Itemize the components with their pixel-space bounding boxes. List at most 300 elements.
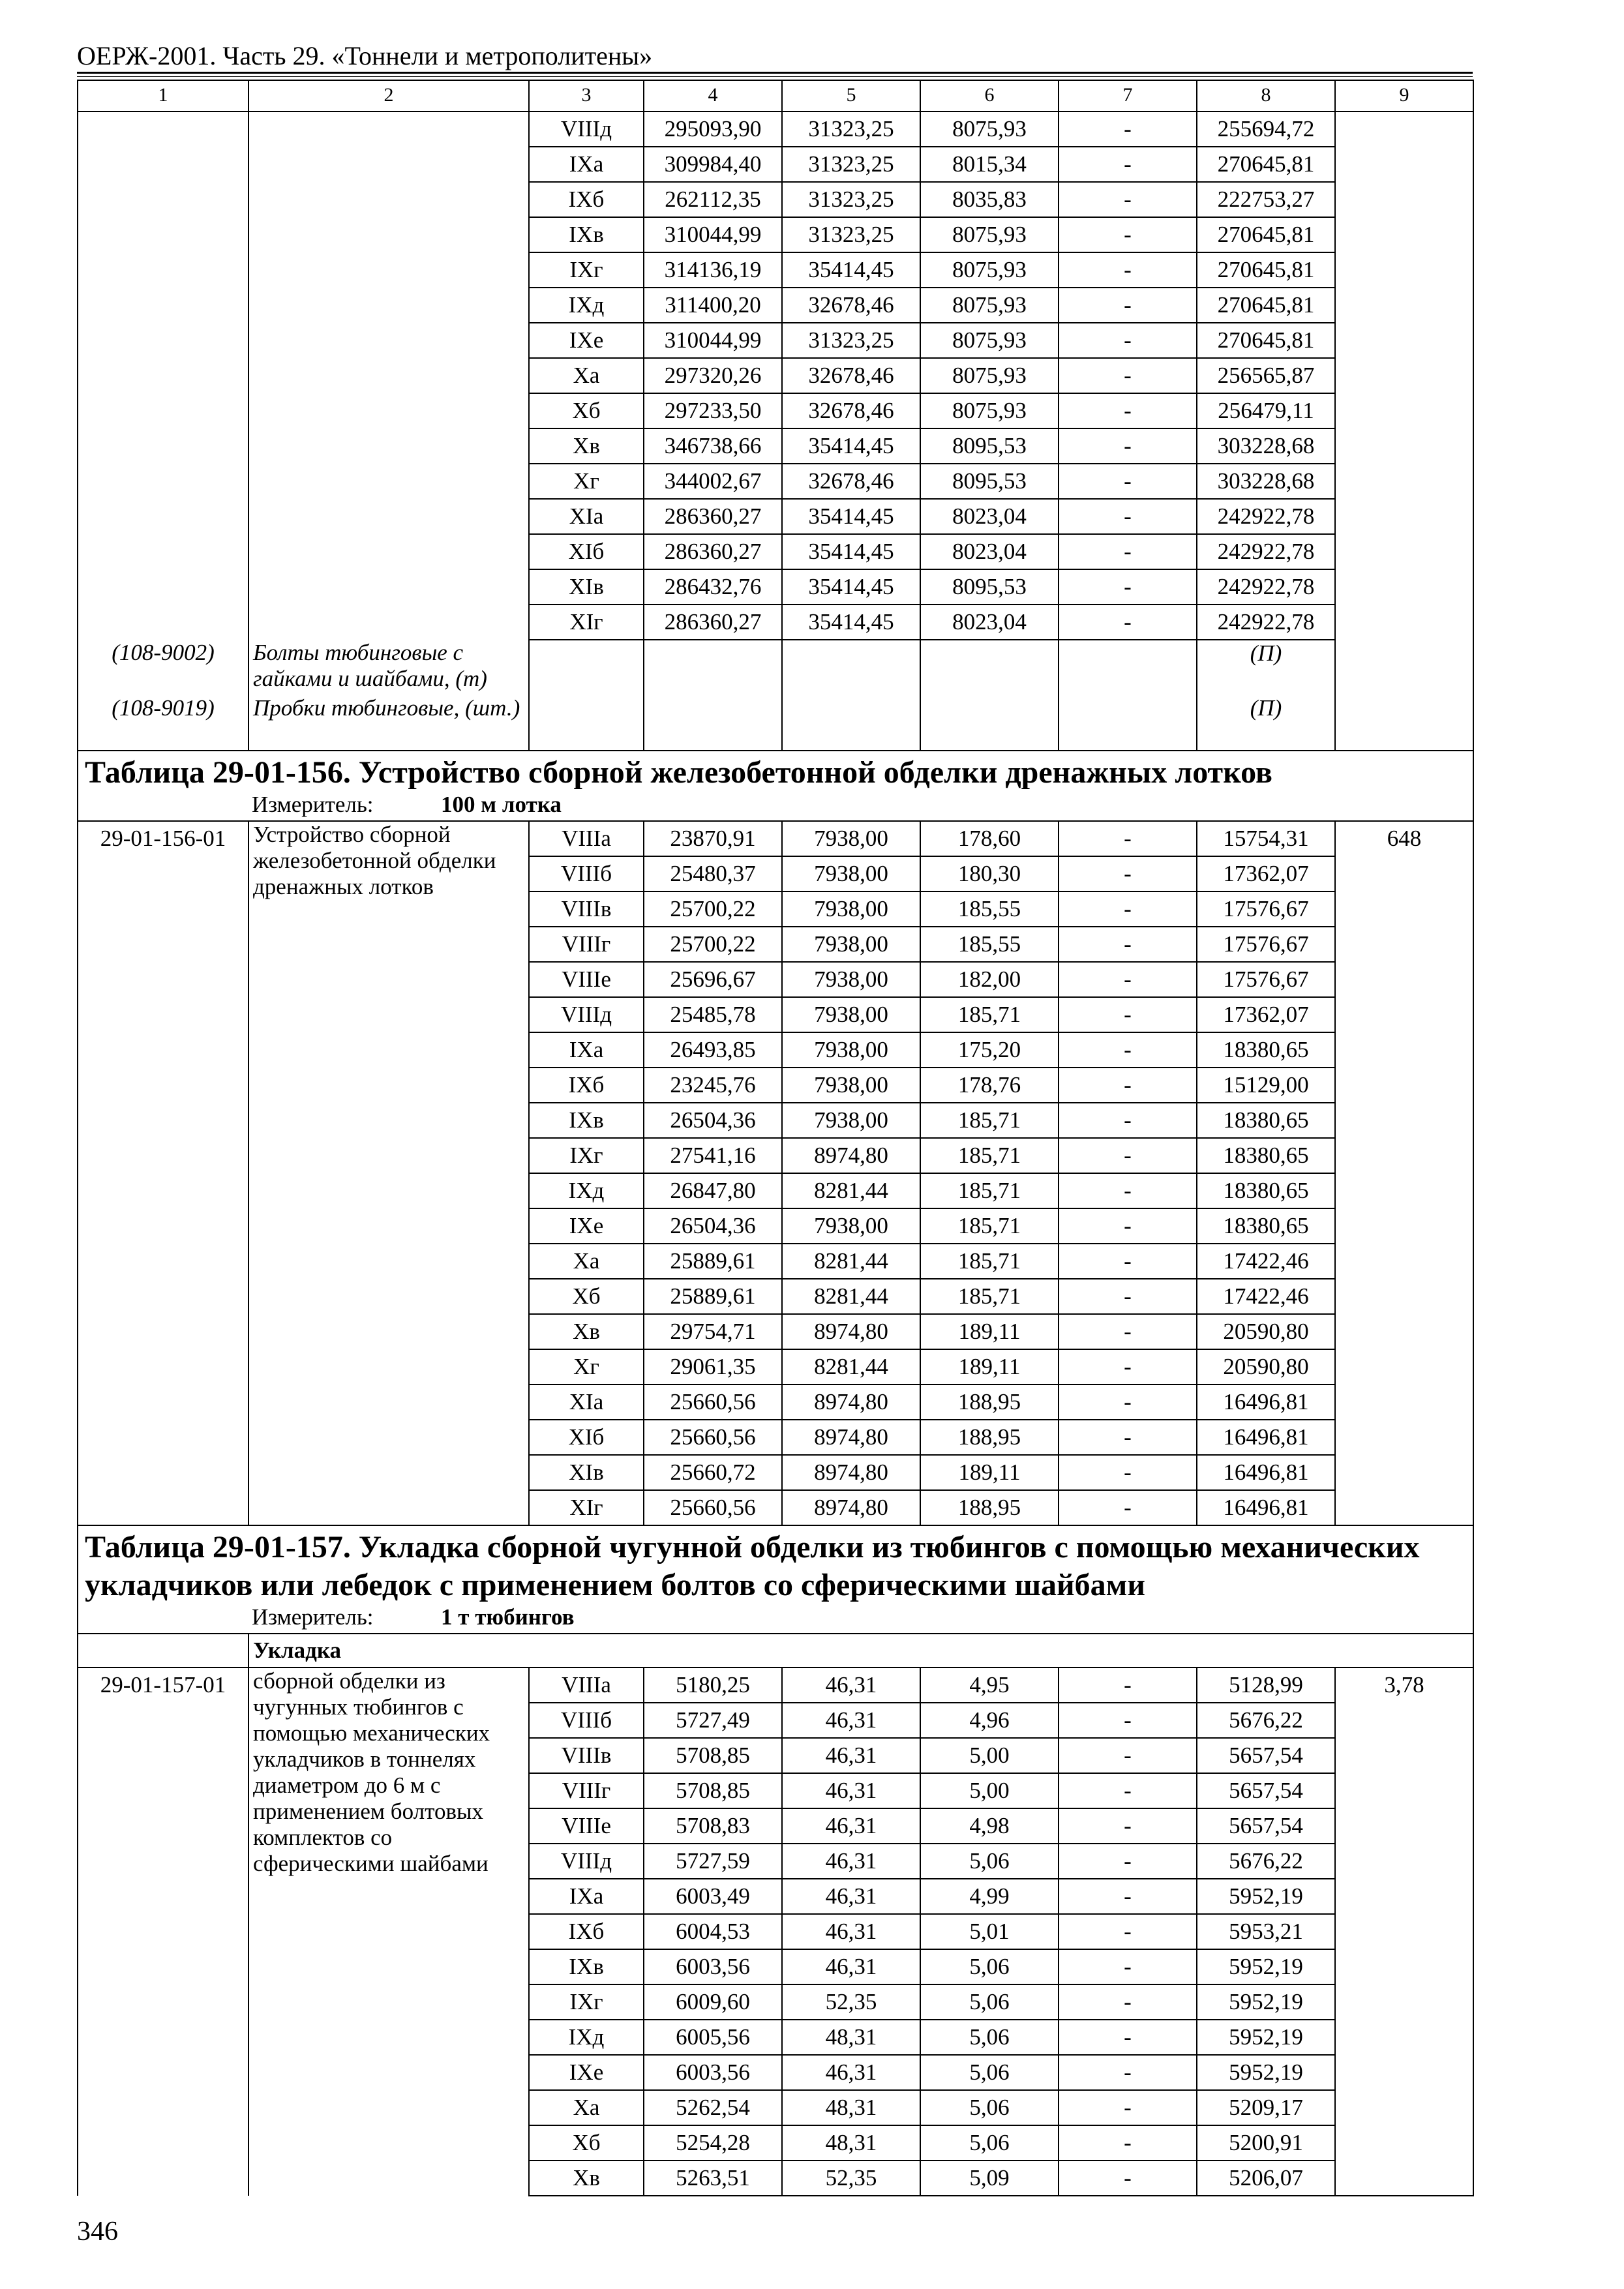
table-title-row (78, 751, 1473, 821)
materials-cell: 222753,27 (1197, 182, 1335, 217)
machines-cell: 5,06 (920, 2125, 1059, 2161)
wages-cell: 46,31 (782, 1773, 920, 1808)
machines-cell: 5,00 (920, 1738, 1059, 1773)
materials-cell: 5953,21 (1197, 1914, 1335, 1949)
category-cell: VIIIе (529, 1808, 644, 1844)
empty-cell (782, 695, 920, 751)
unit-value: 100 м лотка (441, 792, 562, 817)
driver-wages-cell: - (1059, 499, 1197, 534)
driver-wages-cell: - (1059, 393, 1197, 428)
table-title: Таблица 29-01-157. Укладка сборной чугунной обделки из тюбингов с помощью механических укладчиков или лебедок с применением болтов со сферическими шайбами (85, 1530, 1420, 1602)
total-cost-cell: 25889,61 (644, 1279, 782, 1314)
machines-cell: 185,71 (920, 1138, 1059, 1173)
materials-cell: 20590,80 (1197, 1314, 1335, 1349)
column-numbers-row (78, 80, 1473, 112)
machines-cell: 185,71 (920, 1208, 1059, 1244)
driver-wages-cell: - (1059, 605, 1197, 640)
col-number: 3 (529, 80, 644, 112)
category-cell: Xг (529, 464, 644, 499)
total-cost-cell: 5262,54 (644, 2090, 782, 2125)
total-cost-cell: 5263,51 (644, 2161, 782, 2196)
category-cell: Xa (529, 358, 644, 393)
resource-name: Пробки тюбинговые, (шт.) (248, 695, 529, 751)
driver-wages-cell: - (1059, 147, 1197, 182)
category-cell: VIIIг (529, 927, 644, 962)
materials-cell: 242922,78 (1197, 499, 1335, 534)
machines-cell: 5,06 (920, 1984, 1059, 2020)
materials-cell: 16496,81 (1197, 1490, 1335, 1525)
total-cost-cell: 26493,85 (644, 1032, 782, 1068)
wages-cell: 46,31 (782, 1879, 920, 1914)
total-cost-cell: 25660,56 (644, 1420, 782, 1455)
driver-wages-cell: - (1059, 1808, 1197, 1844)
materials-cell: 20590,80 (1197, 1349, 1335, 1384)
machines-cell: 5,06 (920, 2020, 1059, 2055)
driver-wages-cell: - (1059, 2161, 1197, 2196)
labor-cell: 3,78 (1335, 1668, 1473, 2196)
materials-cell: 18380,65 (1197, 1208, 1335, 1244)
total-cost-cell: 6003,56 (644, 1949, 782, 1984)
wages-cell: 8974,80 (782, 1384, 920, 1420)
wages-cell: 48,31 (782, 2020, 920, 2055)
category-cell: IXг (529, 252, 644, 288)
wages-cell: 7938,00 (782, 1103, 920, 1138)
rate-name: сборной обделки из чугунных тюбингов с помощью механических укладчиков в тоннелях диаметром до 6 м с применением болтовых комплектов со сферическими шайбами (248, 1668, 529, 2196)
unit-label: Измеритель: (252, 792, 374, 817)
machines-cell: 5,06 (920, 1844, 1059, 1879)
machines-cell: 4,95 (920, 1668, 1059, 1703)
total-cost-cell: 6004,53 (644, 1914, 782, 1949)
driver-wages-cell: - (1059, 1879, 1197, 1914)
driver-wages-cell: - (1059, 323, 1197, 358)
materials-cell: 256479,11 (1197, 393, 1335, 428)
table-body (78, 80, 1473, 2196)
category-cell: IXa (529, 147, 644, 182)
driver-wages-cell: - (1059, 927, 1197, 962)
total-cost-cell: 26504,36 (644, 1208, 782, 1244)
category-cell: XIб (529, 1420, 644, 1455)
page-header: ОЕРЖ-2001. Часть 29. «Тоннели и метрополитены» (77, 41, 653, 70)
category-cell: VIIIд (529, 997, 644, 1032)
total-cost-cell: 25700,22 (644, 927, 782, 962)
machines-cell: 8095,53 (920, 428, 1059, 464)
total-cost-cell: 309984,40 (644, 147, 782, 182)
driver-wages-cell: - (1059, 2055, 1197, 2090)
category-cell: VIIIa (529, 1668, 644, 1703)
category-cell: IXб (529, 1914, 644, 1949)
rate-code: 29-01-156-01 (78, 821, 248, 1525)
rate-name-empty (248, 112, 529, 640)
empty-cell (782, 640, 920, 695)
wages-cell: 31323,25 (782, 323, 920, 358)
wages-cell: 8974,80 (782, 1138, 920, 1173)
category-cell: VIIIв (529, 891, 644, 927)
category-cell: Xв (529, 2161, 644, 2196)
total-cost-cell: 314136,19 (644, 252, 782, 288)
wages-cell: 8974,80 (782, 1455, 920, 1490)
labor-cell (1335, 112, 1473, 640)
total-cost-cell: 6005,56 (644, 2020, 782, 2055)
wages-cell: 46,31 (782, 1914, 920, 1949)
wages-cell: 7938,00 (782, 997, 920, 1032)
driver-wages-cell: - (1059, 1208, 1197, 1244)
wages-cell: 31323,25 (782, 182, 920, 217)
total-cost-cell: 6003,49 (644, 1879, 782, 1914)
total-cost-cell: 310044,99 (644, 323, 782, 358)
materials-cell: 5209,17 (1197, 2090, 1335, 2125)
category-cell: IXв (529, 1103, 644, 1138)
materials-cell: 5676,22 (1197, 1844, 1335, 1879)
empty-cell (644, 695, 782, 751)
wages-cell: 31323,25 (782, 217, 920, 252)
col-number: 8 (1197, 80, 1335, 112)
machines-cell: 189,11 (920, 1349, 1059, 1384)
wages-cell: 46,31 (782, 1808, 920, 1844)
wages-cell: 7938,00 (782, 856, 920, 891)
category-cell: Xб (529, 393, 644, 428)
category-cell: XIв (529, 1455, 644, 1490)
machines-cell: 175,20 (920, 1032, 1059, 1068)
wages-cell: 48,31 (782, 2125, 920, 2161)
total-cost-cell: 25660,56 (644, 1384, 782, 1420)
total-cost-cell: 311400,20 (644, 288, 782, 323)
category-cell: VIIIб (529, 856, 644, 891)
machines-cell: 8075,93 (920, 323, 1059, 358)
materials-cell: 16496,81 (1197, 1384, 1335, 1420)
driver-wages-cell: - (1059, 1949, 1197, 1984)
empty-cell (1059, 695, 1197, 751)
wages-cell: 35414,45 (782, 252, 920, 288)
materials-cell: 256565,87 (1197, 358, 1335, 393)
driver-wages-cell: - (1059, 252, 1197, 288)
category-cell: IXв (529, 1949, 644, 1984)
wages-cell: 46,31 (782, 1949, 920, 1984)
wages-cell: 32678,46 (782, 464, 920, 499)
total-cost-cell: 25480,37 (644, 856, 782, 891)
total-cost-cell: 286360,27 (644, 499, 782, 534)
materials-cell: 5676,22 (1197, 1703, 1335, 1738)
empty-cell (920, 640, 1059, 695)
materials-cell: 18380,65 (1197, 1032, 1335, 1068)
materials-cell: 5952,19 (1197, 1879, 1335, 1914)
materials-cell: 16496,81 (1197, 1455, 1335, 1490)
machines-cell: 8023,04 (920, 499, 1059, 534)
category-cell: IXе (529, 1208, 644, 1244)
category-cell: VIIIд (529, 1844, 644, 1879)
driver-wages-cell: - (1059, 569, 1197, 605)
wages-cell: 7938,00 (782, 1208, 920, 1244)
empty-cell (1059, 640, 1197, 695)
materials-cell: 270645,81 (1197, 147, 1335, 182)
machines-cell: 185,71 (920, 1279, 1059, 1314)
driver-wages-cell: - (1059, 2020, 1197, 2055)
machines-cell: 8035,83 (920, 182, 1059, 217)
category-cell: Xв (529, 428, 644, 464)
machines-cell: 8095,53 (920, 569, 1059, 605)
materials-cell: 242922,78 (1197, 605, 1335, 640)
machines-cell: 5,00 (920, 1773, 1059, 1808)
col-number: 1 (78, 80, 248, 112)
total-cost-cell: 5254,28 (644, 2125, 782, 2161)
table-row (78, 1668, 1473, 1703)
category-cell: XIa (529, 1384, 644, 1420)
wages-cell: 8974,80 (782, 1420, 920, 1455)
driver-wages-cell: - (1059, 1032, 1197, 1068)
driver-wages-cell: - (1059, 358, 1197, 393)
machines-cell: 185,55 (920, 891, 1059, 927)
driver-wages-cell: - (1059, 112, 1197, 147)
driver-wages-cell: - (1059, 1844, 1197, 1879)
materials-cell: 16496,81 (1197, 1420, 1335, 1455)
total-cost-cell: 297233,50 (644, 393, 782, 428)
machines-cell: 5,01 (920, 1914, 1059, 1949)
materials-cell: 270645,81 (1197, 323, 1335, 358)
driver-wages-cell: - (1059, 1244, 1197, 1279)
wages-cell: 52,35 (782, 1984, 920, 2020)
machines-cell: 8075,93 (920, 217, 1059, 252)
total-cost-cell: 25696,67 (644, 962, 782, 997)
machines-cell: 5,06 (920, 1949, 1059, 1984)
resource-code: (108-9019) (78, 695, 248, 751)
machines-cell: 5,06 (920, 2055, 1059, 2090)
wages-cell: 7938,00 (782, 1032, 920, 1068)
driver-wages-cell: - (1059, 1455, 1197, 1490)
total-cost-cell: 25660,72 (644, 1455, 782, 1490)
materials-cell: 242922,78 (1197, 569, 1335, 605)
driver-wages-cell: - (1059, 1984, 1197, 2020)
rate-name: Устройство сборной железобетонной обделки дренажных лотков (248, 821, 529, 1525)
resource-mark: (П) (1197, 640, 1335, 695)
empty-cell (1335, 640, 1473, 695)
wages-cell: 7938,00 (782, 821, 920, 856)
materials-cell: 5952,19 (1197, 1984, 1335, 2020)
machines-cell: 188,95 (920, 1490, 1059, 1525)
driver-wages-cell: - (1059, 1773, 1197, 1808)
resource-mark: (П) (1197, 695, 1335, 751)
category-cell: IXa (529, 1032, 644, 1068)
total-cost-cell: 29754,71 (644, 1314, 782, 1349)
wages-cell: 35414,45 (782, 428, 920, 464)
materials-cell: 303228,68 (1197, 464, 1335, 499)
driver-wages-cell: - (1059, 1738, 1197, 1773)
empty-cell (78, 1634, 248, 1668)
driver-wages-cell: - (1059, 1490, 1197, 1525)
machines-cell: 185,71 (920, 1173, 1059, 1208)
wages-cell: 35414,45 (782, 499, 920, 534)
driver-wages-cell: - (1059, 2125, 1197, 2161)
machines-cell: 5,06 (920, 2090, 1059, 2125)
wages-cell: 32678,46 (782, 358, 920, 393)
driver-wages-cell: - (1059, 1173, 1197, 1208)
materials-cell: 17576,67 (1197, 891, 1335, 927)
driver-wages-cell: - (1059, 1914, 1197, 1949)
empty-cell (529, 640, 644, 695)
subheading: Укладка (248, 1634, 1473, 1668)
category-cell: Xг (529, 1349, 644, 1384)
category-cell: Xб (529, 2125, 644, 2161)
machines-cell: 185,71 (920, 997, 1059, 1032)
labor-cell: 648 (1335, 821, 1473, 1525)
machines-cell: 189,11 (920, 1314, 1059, 1349)
total-cost-cell: 286360,27 (644, 534, 782, 569)
materials-cell: 5952,19 (1197, 2055, 1335, 2090)
driver-wages-cell: - (1059, 428, 1197, 464)
materials-cell: 5128,99 (1197, 1668, 1335, 1703)
total-cost-cell: 6003,56 (644, 2055, 782, 2090)
page-number: 346 (77, 2217, 118, 2247)
machines-cell: 180,30 (920, 856, 1059, 891)
unit-line (85, 792, 1466, 818)
driver-wages-cell: - (1059, 997, 1197, 1032)
category-cell: Xa (529, 2090, 644, 2125)
category-cell: IXд (529, 1173, 644, 1208)
wages-cell: 8281,44 (782, 1244, 920, 1279)
rate-code: 29-01-157-01 (78, 1668, 248, 2196)
col-number: 7 (1059, 80, 1197, 112)
category-cell: VIIIб (529, 1703, 644, 1738)
materials-cell: 270645,81 (1197, 252, 1335, 288)
total-cost-cell: 310044,99 (644, 217, 782, 252)
resource-code: (108-9002) (78, 640, 248, 695)
empty-cell (529, 695, 644, 751)
driver-wages-cell: - (1059, 534, 1197, 569)
machines-cell: 8075,93 (920, 252, 1059, 288)
header-rule-thin (77, 76, 1473, 77)
machines-cell: 8023,04 (920, 534, 1059, 569)
table-title-cell (78, 751, 1473, 821)
wages-cell: 32678,46 (782, 288, 920, 323)
rates-table (77, 80, 1474, 2196)
driver-wages-cell: - (1059, 962, 1197, 997)
total-cost-cell: 344002,67 (644, 464, 782, 499)
category-cell: VIIIв (529, 1738, 644, 1773)
total-cost-cell: 25889,61 (644, 1244, 782, 1279)
category-cell: VIIIг (529, 1773, 644, 1808)
table-title: Таблица 29-01-156. Устройство сборной железобетонной обделки дренажных лотков (85, 755, 1272, 790)
machines-cell: 8015,34 (920, 147, 1059, 182)
total-cost-cell: 29061,35 (644, 1349, 782, 1384)
machines-cell: 189,11 (920, 1455, 1059, 1490)
driver-wages-cell: - (1059, 2090, 1197, 2125)
wages-cell: 46,31 (782, 1844, 920, 1879)
machines-cell: 4,96 (920, 1703, 1059, 1738)
materials-cell: 255694,72 (1197, 112, 1335, 147)
driver-wages-cell: - (1059, 464, 1197, 499)
wages-cell: 8281,44 (782, 1279, 920, 1314)
unit-line (85, 1604, 1466, 1630)
category-cell: IXб (529, 182, 644, 217)
wages-cell: 8281,44 (782, 1173, 920, 1208)
category-cell: IXг (529, 1984, 644, 2020)
wages-cell: 46,31 (782, 1738, 920, 1773)
total-cost-cell: 5708,85 (644, 1773, 782, 1808)
category-cell: XIг (529, 1490, 644, 1525)
total-cost-cell: 346738,66 (644, 428, 782, 464)
wages-cell: 7938,00 (782, 962, 920, 997)
wages-cell: 48,31 (782, 2090, 920, 2125)
category-cell: XIв (529, 569, 644, 605)
resource-ref-row (78, 695, 1473, 751)
wages-cell: 32678,46 (782, 393, 920, 428)
total-cost-cell: 295093,90 (644, 112, 782, 147)
total-cost-cell: 286360,27 (644, 605, 782, 640)
category-cell: VIIIд (529, 112, 644, 147)
category-cell: IXв (529, 217, 644, 252)
rate-code-empty (78, 112, 248, 640)
total-cost-cell: 23870,91 (644, 821, 782, 856)
materials-cell: 17362,07 (1197, 856, 1335, 891)
machines-cell: 178,60 (920, 821, 1059, 856)
category-cell: VIIIе (529, 962, 644, 997)
driver-wages-cell: - (1059, 1068, 1197, 1103)
col-number: 6 (920, 80, 1059, 112)
wages-cell: 35414,45 (782, 605, 920, 640)
wages-cell: 8974,80 (782, 1314, 920, 1349)
materials-cell: 5952,19 (1197, 1949, 1335, 1984)
total-cost-cell: 25700,22 (644, 891, 782, 927)
driver-wages-cell: - (1059, 856, 1197, 891)
table-row (78, 821, 1473, 856)
wages-cell: 46,31 (782, 2055, 920, 2090)
wages-cell: 8974,80 (782, 1490, 920, 1525)
unit-label: Измеритель: (252, 1604, 374, 1630)
category-cell: Xa (529, 1244, 644, 1279)
col-number: 2 (248, 80, 529, 112)
materials-cell: 17422,46 (1197, 1244, 1335, 1279)
table-title-cell (78, 1525, 1473, 1634)
total-cost-cell: 5727,49 (644, 1703, 782, 1738)
total-cost-cell: 27541,16 (644, 1138, 782, 1173)
wages-cell: 31323,25 (782, 112, 920, 147)
category-cell: XIб (529, 534, 644, 569)
wages-cell: 7938,00 (782, 891, 920, 927)
empty-cell (920, 695, 1059, 751)
machines-cell: 8075,93 (920, 112, 1059, 147)
materials-cell: 17576,67 (1197, 927, 1335, 962)
driver-wages-cell: - (1059, 288, 1197, 323)
category-cell: IXд (529, 288, 644, 323)
driver-wages-cell: - (1059, 1314, 1197, 1349)
machines-cell: 4,98 (920, 1808, 1059, 1844)
wages-cell: 35414,45 (782, 534, 920, 569)
materials-cell: 5200,91 (1197, 2125, 1335, 2161)
materials-cell: 303228,68 (1197, 428, 1335, 464)
category-cell: VIIIa (529, 821, 644, 856)
driver-wages-cell: - (1059, 1703, 1197, 1738)
driver-wages-cell: - (1059, 217, 1197, 252)
materials-cell: 17362,07 (1197, 997, 1335, 1032)
category-cell: IXе (529, 323, 644, 358)
col-number: 9 (1335, 80, 1473, 112)
unit-value: 1 т тюбингов (441, 1604, 575, 1630)
total-cost-cell: 25660,56 (644, 1490, 782, 1525)
category-cell: IXе (529, 2055, 644, 2090)
category-cell: IXa (529, 1879, 644, 1914)
total-cost-cell: 6009,60 (644, 1984, 782, 2020)
total-cost-cell: 26847,80 (644, 1173, 782, 1208)
total-cost-cell: 5708,85 (644, 1738, 782, 1773)
total-cost-cell: 262112,35 (644, 182, 782, 217)
wages-cell: 7938,00 (782, 1068, 920, 1103)
category-cell: IXб (529, 1068, 644, 1103)
total-cost-cell: 26504,36 (644, 1103, 782, 1138)
driver-wages-cell: - (1059, 821, 1197, 856)
wages-cell: 31323,25 (782, 147, 920, 182)
materials-cell: 5657,54 (1197, 1738, 1335, 1773)
materials-cell: 5952,19 (1197, 2020, 1335, 2055)
category-cell: Xб (529, 1279, 644, 1314)
materials-cell: 5657,54 (1197, 1773, 1335, 1808)
